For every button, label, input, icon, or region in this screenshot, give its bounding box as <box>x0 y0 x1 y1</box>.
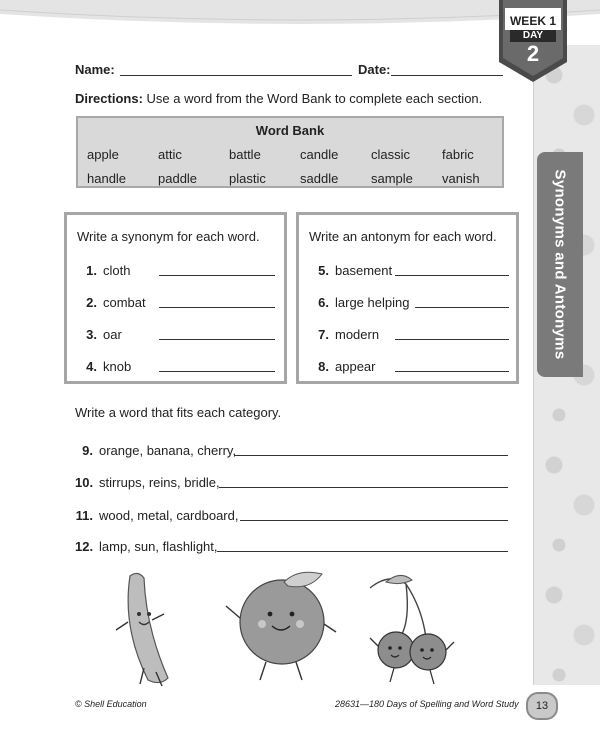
category-item: 10. stirrups, reins, bridle, <box>75 475 220 490</box>
name-field[interactable] <box>120 75 352 76</box>
antonym-box-title: Write an antonym for each word. <box>309 229 497 244</box>
section-tab-label: Synonyms and Antonyms <box>551 169 569 360</box>
synonym-item: 2. combat <box>86 295 146 310</box>
fruit-illustration <box>100 568 480 688</box>
antonym-answer-line[interactable] <box>395 371 509 372</box>
synonym-item: 1. cloth <box>86 263 131 278</box>
directions <box>75 91 482 106</box>
antonym-item: 6. large helping <box>318 295 410 310</box>
week-label: WEEK 1 <box>509 14 556 28</box>
book-title: 28631—180 Days of Spelling and Word Study <box>335 699 519 709</box>
category-answer-line[interactable] <box>217 551 508 552</box>
category-answer-line[interactable] <box>219 487 508 488</box>
synonym-answer-line[interactable] <box>159 371 275 372</box>
synonym-answer-line[interactable] <box>159 339 275 340</box>
word-bank <box>76 116 504 188</box>
date-field[interactable] <box>391 75 503 76</box>
category-item: 12. lamp, sun, flashlight, <box>75 539 218 554</box>
cherry-character <box>370 575 454 684</box>
name-label: Name: <box>75 62 115 77</box>
directions-lead: Directions: <box>75 91 143 106</box>
word-bank-word: fabric <box>442 147 474 162</box>
category-answer-line[interactable] <box>234 455 508 456</box>
word-bank-word: paddle <box>158 171 198 186</box>
synonym-answer-line[interactable] <box>159 275 275 276</box>
copyright: © Shell Education <box>75 699 147 709</box>
banana-character <box>116 573 168 686</box>
word-bank-word: saddle <box>300 171 339 186</box>
synonym-answer-line[interactable] <box>159 307 275 308</box>
date-label: Date: <box>358 62 391 77</box>
antonym-item: 8. appear <box>318 359 376 374</box>
word-bank-word: attic <box>158 147 182 162</box>
day-label: DAY <box>510 30 556 42</box>
word-bank-word: plastic <box>229 171 266 186</box>
antonym-item: 5. basement <box>318 263 393 278</box>
word-bank-word: candle <box>300 147 339 162</box>
category-instructions: Write a word that fits each category. <box>75 405 282 420</box>
antonym-answer-line[interactable] <box>415 307 509 308</box>
word-bank-word: classic <box>371 147 411 162</box>
category-item: 11. wood, metal, cardboard, <box>75 508 239 523</box>
synonym-item: 3. oar <box>86 327 122 342</box>
category-answer-line[interactable] <box>240 520 508 521</box>
word-bank-word: handle <box>87 171 127 186</box>
category-item: 9. orange, banana, cherry, <box>82 443 237 458</box>
antonym-box <box>296 212 519 384</box>
antonym-item: 7. modern <box>318 327 380 342</box>
synonym-item: 4. knob <box>86 359 132 374</box>
synonym-box-title: Write a synonym for each word. <box>77 229 260 244</box>
word-bank-title: Word Bank <box>255 123 325 138</box>
synonym-box <box>64 212 287 384</box>
page-number: 13 <box>526 692 558 720</box>
word-bank-word: vanish <box>442 171 480 186</box>
orange-character <box>226 572 336 680</box>
antonym-answer-line[interactable] <box>395 339 509 340</box>
directions-text: Use a word from the Word Bank to complete each section. <box>142 91 483 106</box>
day-number: 2 <box>526 41 540 66</box>
word-bank-word: battle <box>229 147 261 162</box>
antonym-answer-line[interactable] <box>395 275 509 276</box>
word-bank-word: sample <box>371 171 413 186</box>
word-bank-word: apple <box>87 147 119 162</box>
